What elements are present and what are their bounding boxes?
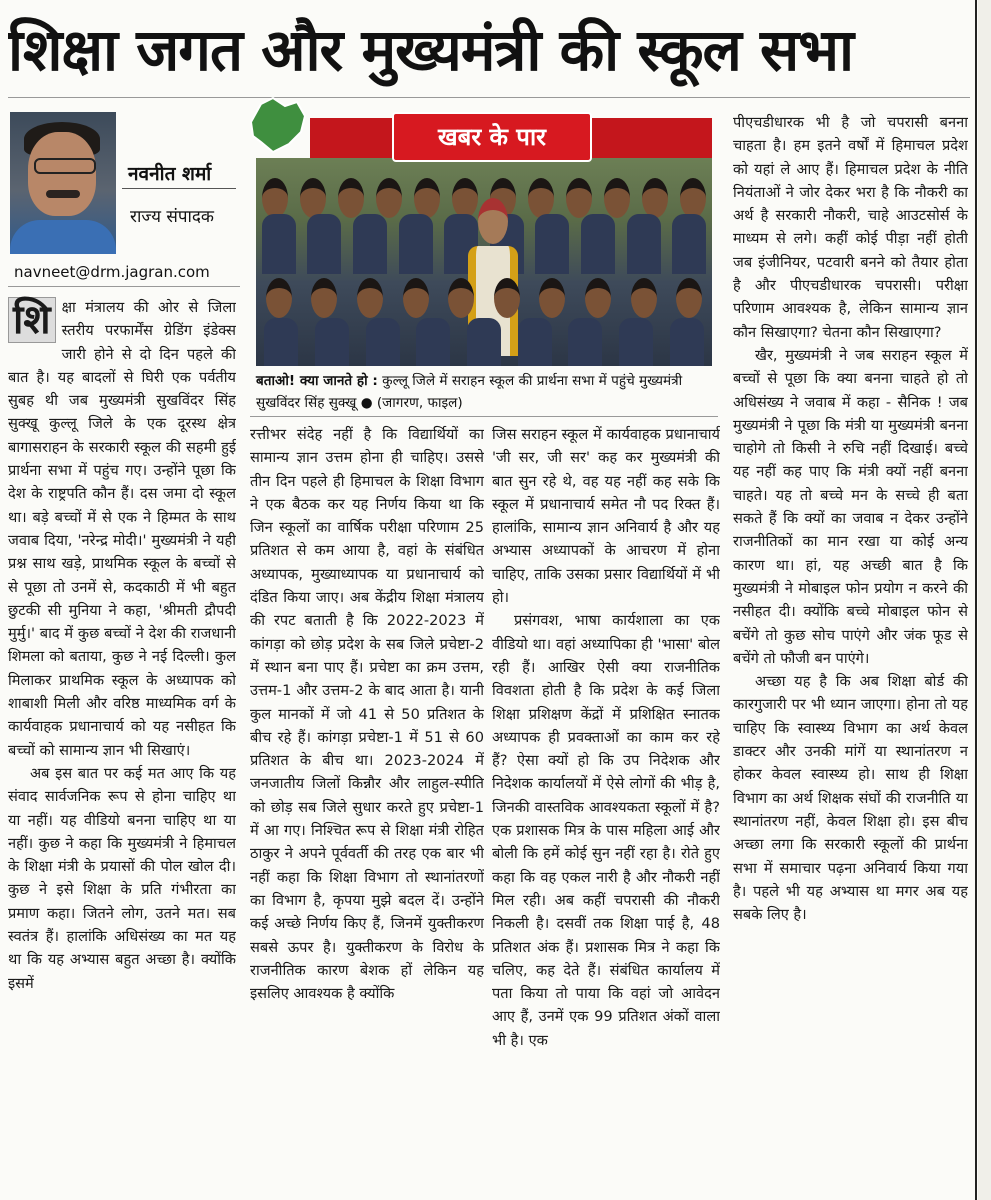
paragraph: रत्तीभर संदेह नहीं है कि विद्यार्थियों का सामान्य ज्ञान उत्तम होना ही चाहिए। उससे तीन दिन पहले ही हिमाचल के शिक्षा विभाग ने एक बैठक कर यह निर्णय किया था कि जिन स्कूलों का वार्षिक परीक्षा परिणाम 25 प्रतिशत से कम आया है, वहां के संबंधित अध्यापक, मुख्याध्यापक या प्रधानाचार्य को दंडित किया जाए। अब केंद्रीय शिक्षा मंत्रालय की रपट बताती है कि 2022-2023 में कांगड़ा को छोड़ प्रदेश के सब जिले प्रचेष्टा-2 में स्थान बना पाए हैं। प्रचेष्टा का क्रम उत्तम, उत्तम-1 और उत्तम-2 के बाद आता है। यानी कुल मानकों में जो 41 से 50 प्रतिशत के बीच रहे हैं। कांगड़ा प्रचेष्टा-1 में 51 से 60 प्रतिशत के बीच था। 2023-2024 में जनजातीय जिलों किन्नौर और लाहुल-स्पीति को छोड़ सब जिले सुधार करते हुए प्रचेष्टा-1 में आ गए। निश्चित रूप से शिक्षा मंत्री रोहित ठाकुर ने अपने पूर्ववर्ती की तरह एक बार भी नहीं कहा कि शिक्षा विभाग तो स्थानांतरणों का विभाग है, कृपया मुझे बदल दें। उन्होंने कई अच्छे निर्णय किए हैं, जिनमें युक्तीकरण सबसे ऊपर है। युक्तीकरण के विरोध के राजनीतिक कारण बेशक हों लेकिन यह इसलिए आवश्यक है क्योंकि: [250, 426, 484, 1003]
article-column-3: [492, 423, 720, 1193]
author-name: नवनीत शर्मा: [128, 163, 212, 185]
author-rule: [122, 188, 236, 189]
dropcap: शि: [8, 297, 56, 343]
headline: शिक्षा जगत और मुख्यमंत्री की स्कूल सभा: [8, 16, 854, 84]
caption-rule: [250, 416, 718, 417]
article-column-1: [8, 296, 236, 1196]
author-photo: [10, 112, 116, 254]
headline-rule: [8, 97, 970, 98]
paragraph: अच्छा यह है कि अब शिक्षा बोर्ड की कारगुजारी पर भी ध्यान जाएगा। होना तो यह चाहिए कि स्वास्थ्य विभाग का अर्थ केवल डाक्टर और उनकी मांगें या स्थानांतरण न होकर केवल स्वास्थ्य हो। साथ ही शिक्षा विभाग का अर्थ शिक्षक संघों की राजनीति या स्थानांतरण नहीं, केवल शिक्षा हो। इस बीच अच्छा लगा कि सरकारी स्कूलों की प्रार्थना सभा में समाचार पढ़ना अनिवार्य किया गया है। पहले भी यह अभ्यास था मगर अब यह सबके लिए है।: [733, 673, 968, 924]
photo-caption: [256, 370, 712, 414]
paragraph: क्षा मंत्रालय की ओर से जिला स्तरीय परफार्मेंस ग्रेडिंग इंडेक्स जारी होने से दो दिन पहले की बात है। यह बादलों से घिरी एक पर्वतीय सुबह थी जब मुख्यमंत्री सुखविंदर सिंह सुक्खू कुल्लू जिले के एक दूरस्थ क्षेत्र बागासराहन के सरकारी स्कूल की सहमी हुई प्रार्थना सभा में पहुंच गए। उन्होंने पूछा कि देश के राष्ट्रपति कौन हैं। दस जमा दो स्कूल था। बड़े बच्चों में से एक ने हिम्मत के साथ जवाब दिया, 'नरेन्द्र मोदी।' मुख्यमंत्री ने यही प्रश्न साथ खड़े, प्राथमिक स्कूल के बच्चों से से पूछा तो उनमें से, कदकाठी में भी बहुत छुटकी सी मुनिया ने कहा, 'श्रीमती द्रौपदी मुर्मु।' बाद में कुछ बच्चों ने देश की राजधानी शिमला को बताया, कुछ ने नई दिल्ली। कुल मिलाकर प्राथमिक स्कूल के अध्यापक को शाबाशी मिली और वरिष्ठ माध्यमिक वर्ग के कार्यवाहक प्रधानाचार्य को यह नसीहत कि बच्चों को सामान्य ज्ञान भी सिखाएं।: [8, 299, 236, 759]
paragraph: जिस सराहन स्कूल में कार्यवाहक प्रधानाचार्य 'जी सर, जी सर' कह कर मुख्यमंत्री की बात सुन रहे थे, वह यह नहीं कह सके कि स्कूल में प्रधानाचार्य समेत नौ पद रिक्त हैं। हालांकि, सामान्य ज्ञान अनिवार्य है और यह अभ्यास अध्यापकों के आचरण में होना चाहिए, ताकि उसका प्रसार विद्यार्थियों में भी हो।: [492, 426, 720, 607]
author-email: navneet@drm.jagran.com: [14, 263, 210, 281]
article-column-2: [250, 423, 484, 1193]
paragraph: पीएचडीधारक भी है जो चपरासी बनना चाहता है। हम इतने वर्षों में हिमाचल प्रदेश को यहां ले आए हैं। हिमाचल प्रदेश के नीति नियंताओं ने जोर देकर भरा है कि नौकरी का अर्थ है सरकारी नौकरी, चाहे आउटसोर्स के माध्यम से लगे। कहीं कोई पीड़ा नहीं होती जब इंजीनियर, पटवारी बनने को तैयार होता है और पीएचडीधारक चपरासी। परीक्षा परिणाम आवश्यक है, लेकिन सामान्य ज्ञान कौन सिखाएगा? चेतना कौन सिखाएगा?: [733, 114, 968, 341]
article-column-4: [733, 111, 968, 1196]
author-role: राज्य संपादक: [130, 207, 214, 227]
caption-lead: बताओ! क्या जानते हो :: [256, 373, 378, 389]
paragraph: खैर, मुख्यमंत्री ने जब सराहन स्कूल में बच्चों से पूछा कि क्या बनना चाहते हो तो अधिसंख्य ने जवाब में कहा - सैनिक ! जब मुख्यमंत्री ने पूछा कि मंत्री या मुख्यमंत्री बनना चाहोगे तो किसी ने रुचि नहीं दिखाई। बच्चे यह नहीं कह पाए कि मंत्री क्यों नहीं बनना चाहते। यह तो बच्चे मन के सच्चे ही बता सकते हैं कि क्यों का जवाब न देकर उन्होंने राजनीतिकों का मान रखा या कोई अन्य कारण था। हां, यह अच्छी बात है कि मुख्यमंत्री ने मोबाइल फोन प्रयोग न करने की नसीहत दी। क्योंकि बच्चे मोबाइल फोन से बचेंगे तो कुछ सोच पाएंगे और जंक फूड से बचेंगे तो फौजी बन पाएंगे।: [733, 346, 968, 667]
caption-text: कुल्लू जिले में सराहन स्कूल की प्रार्थना सभा में पहुंचे मुख्यमंत्री सुखविंदर सिंह सुक्खू ● (जागरण, फाइल): [256, 373, 683, 411]
column-border: [975, 0, 977, 1200]
paragraph: अब इस बात पर कई मत आए कि यह संवाद सार्वजनिक रूप से होना चाहिए था या नहीं। यह वीडियो बनना चाहिए था या नहीं। कुछ ने कहा कि मुख्यमंत्री ने हिमाचल के शिक्षा मंत्री के प्रयासों की पोल खोल दी। कुछ ने इसे शिक्षा के प्रति गंभीरता का प्रमाण कहा। जितने लोग, उतने मत। सब स्वतंत्र हैं। हालांकि अधिसंख्य का मत यह था कि यह अभ्यास बहुत अच्छा है। क्योंकि इसमें: [8, 764, 236, 992]
adjacent-page-edge: [978, 0, 991, 1200]
news-photo: [256, 158, 712, 366]
paragraph: प्रसंगवश, भाषा कार्यशाला का एक वीडियो था। वहां अध्यापिका ही 'भासा' बोल रही हैं। आखिर ऐसी क्या राजनीतिक विवशता होती है कि प्रदेश के कई जिला शिक्षा प्रशिक्षण केंद्रों में प्रशिक्षित स्नातक अध्यापक ही प्रवक्ताओं का काम कर रहे हैं? ऐसा क्यों हो कि उप निदेशक और निदेशक कार्यालयों में ऐसे लोगों की भीड़ है, जिनकी वास्तविक आवश्यकता स्कूलों में है? एक प्रशासक मित्र के पास महिला आई और बोली कि हमें कोई सुन नहीं रहा है। रोते हुए कहा कि वह एकल नारी है और नौकरी नहीं मिल रही। अब कहीं चपरासी की नौकरी निकली है। दसवीं तक शिक्षा पाई है, 48 प्रतिशत अंक हैं। प्रशासक मित्र ने कहा कि चलिए, कह देते हैं। संबंधित कार्यालय में पता किया तो पाया कि वहां जो आवेदन आए हैं, उनमें एक 99 प्रतिशत अंकों वाला भी है। एक: [492, 612, 720, 1049]
byline-rule: [8, 286, 240, 287]
himachal-map-icon: [243, 92, 311, 158]
section-label: खबर के पार: [392, 112, 592, 162]
